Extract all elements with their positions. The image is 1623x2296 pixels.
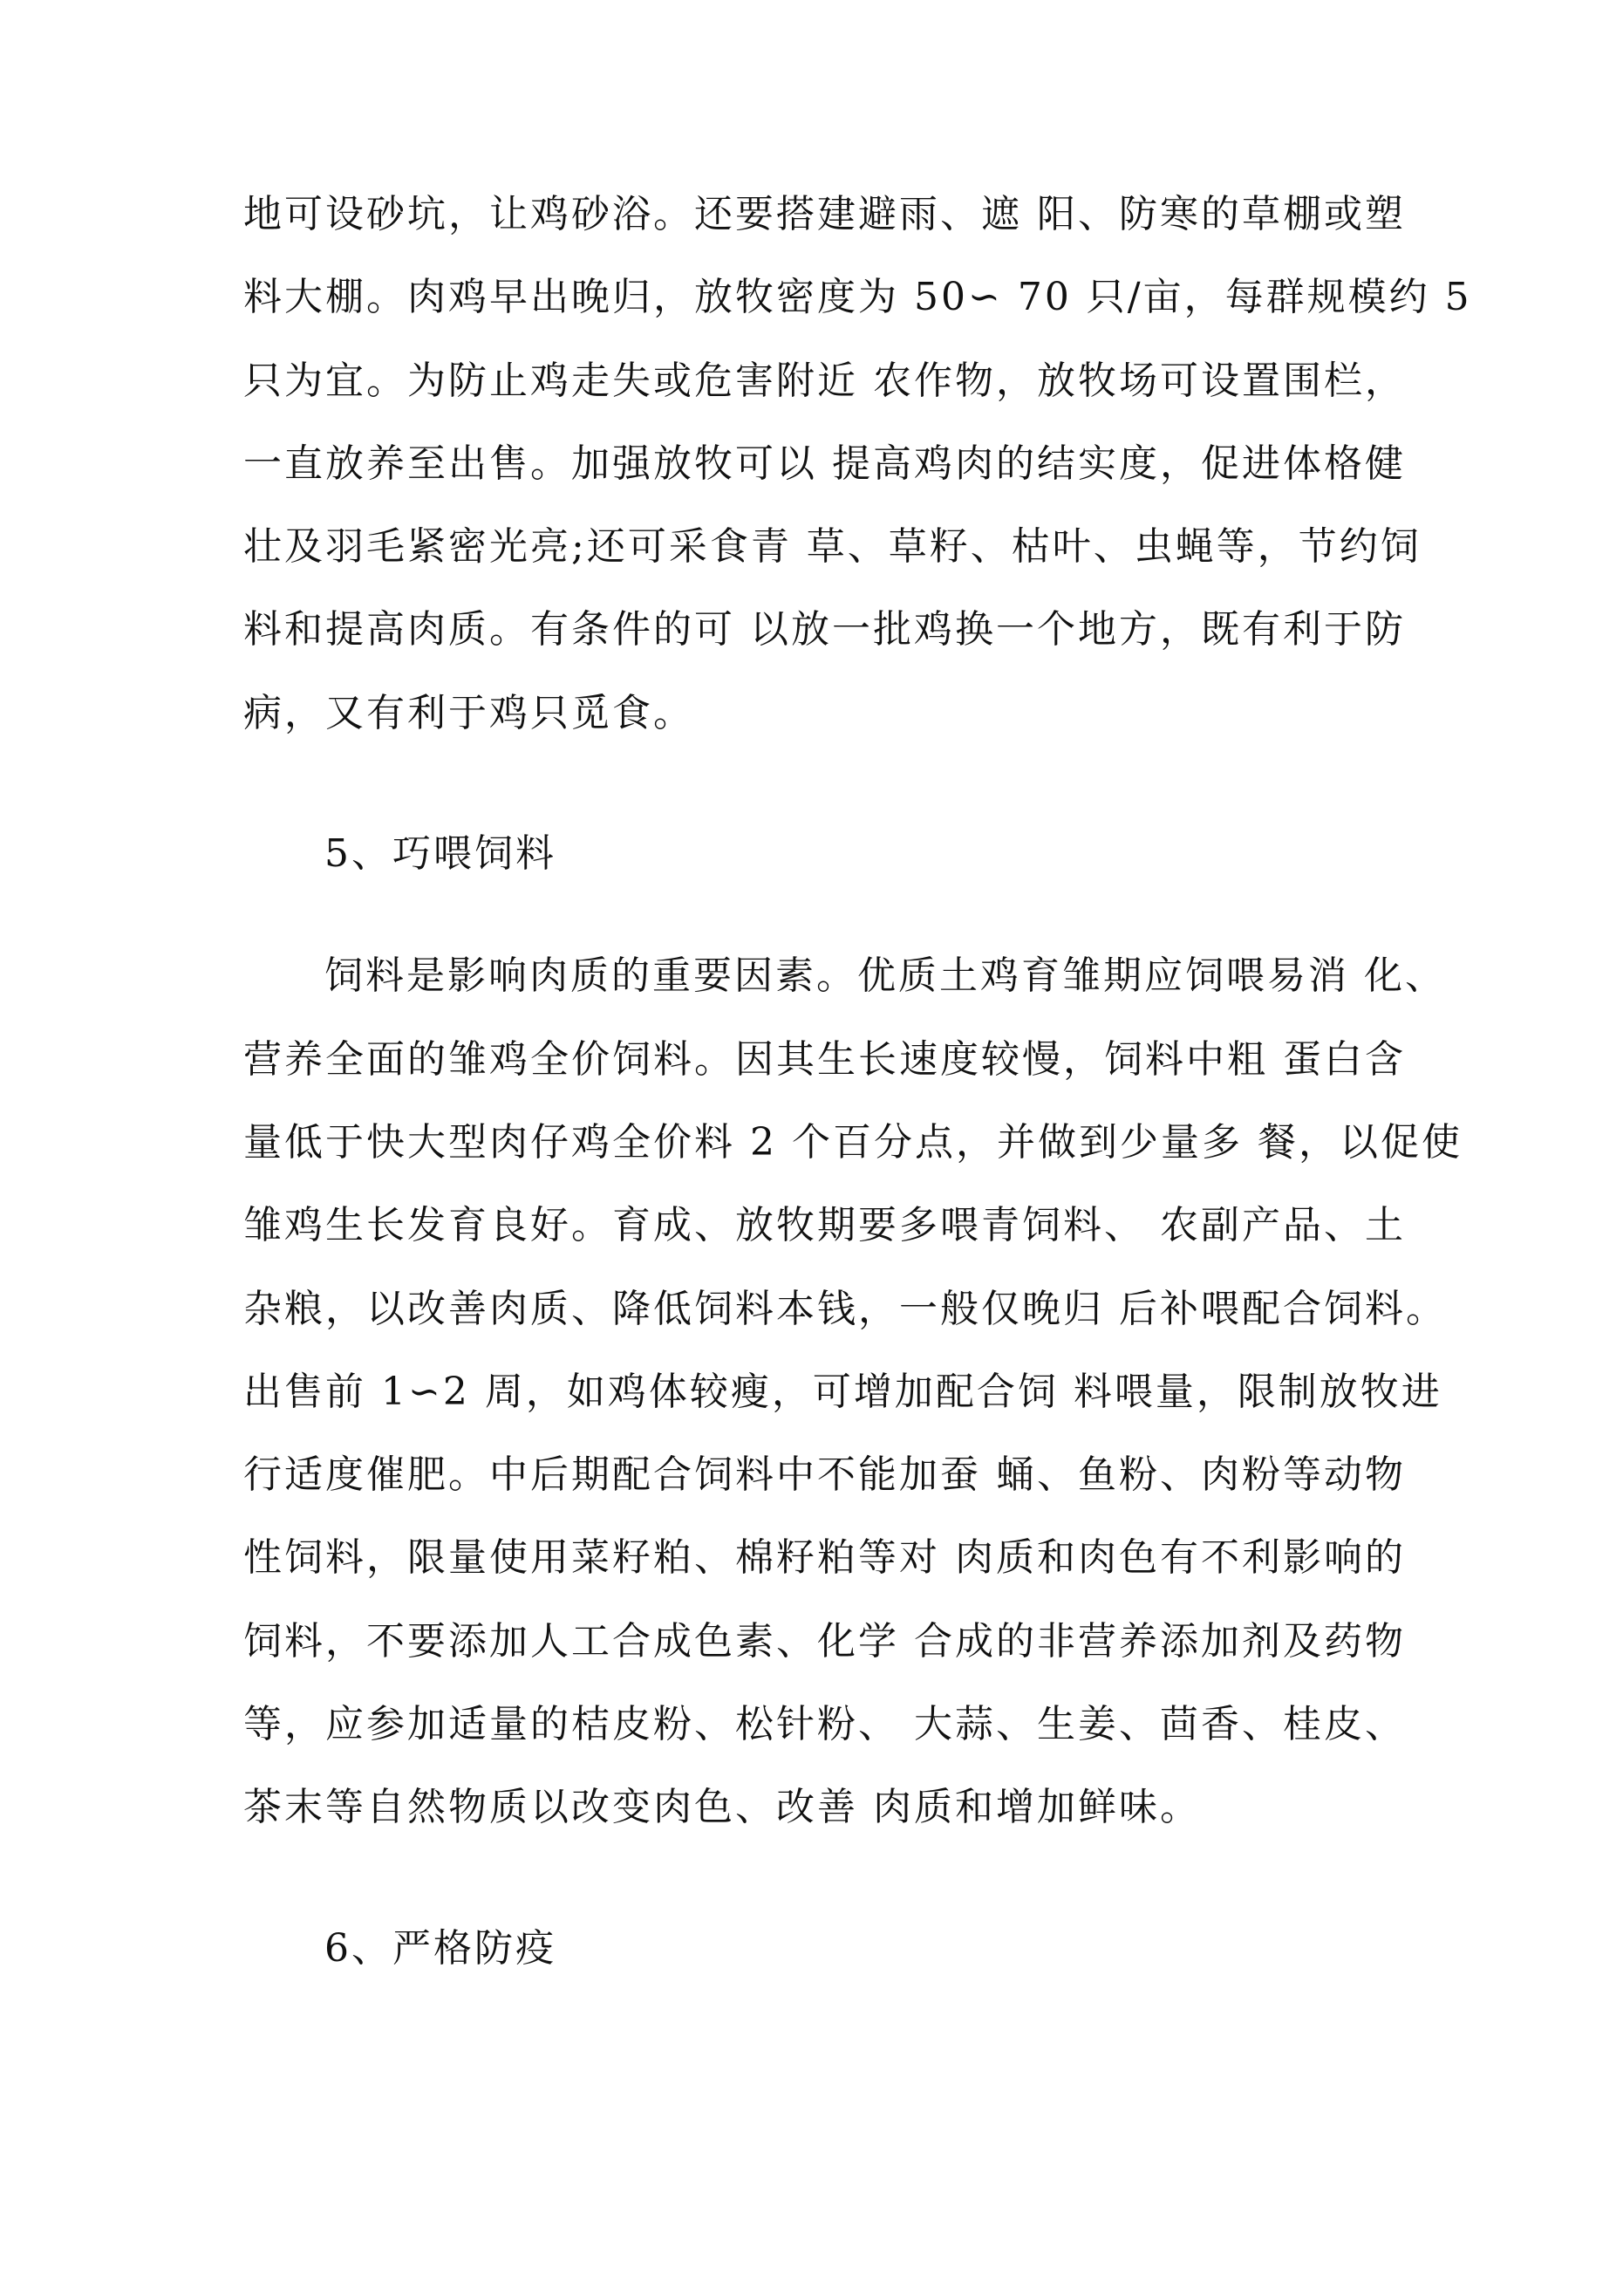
text-line: 雏鸡生长发育良好。育成、放牧期要多喂青饲料、 农副产品、土 (243, 1203, 1406, 1247)
text-line: 病，又有利于鸡只觅食。 (243, 691, 694, 735)
text-line: 出售前 1∽2 周，如鸡体较瘦，可增加配合饲 料喂量，限制放牧进 (243, 1370, 1442, 1414)
text-line: 只为宜。为防止鸡走失或危害附近 农作物，放牧场可设置围栏， (243, 359, 1406, 403)
text-line: 饲料，不要添加人工合成色素、化学 合成的非营养添加剂及药物 (243, 1619, 1406, 1664)
text-line: 料和提高肉质。有条件的可 以放一批鸡换一个地方，既有利于防 (243, 607, 1406, 652)
section-heading: 5、巧喂饲料 (324, 831, 556, 876)
text-line: 量低于快大型肉仔鸡全价料 2 个百分点，并做到少量多 餐，以促使 (243, 1120, 1463, 1165)
text-line: 一直放养至出售。加强放牧可以 提高鸡肉的结实度，促进体格健 (243, 441, 1406, 486)
text-line: 行适度催肥。中后期配合饲料中不能加蚕 蛹、鱼粉、肉粉等动物 (243, 1452, 1406, 1497)
text-line: 性饲料，限量使用菜籽粕、棉籽粕等对 肉质和肉色有不利影响的 (243, 1535, 1406, 1580)
text-line: 等，应参加适量的桔皮粉、松针粉、 大蒜、生姜、茴香、桂皮、 (243, 1702, 1406, 1746)
text-line: 饲料是影响肉质的重要因素。优质土鸡育雏期应饲喂易消 化、 (324, 953, 1446, 998)
text-line: 壮及羽毛紧密光亮;还可采食青 草、草籽、枯叶、虫蝇等，节约饲 (243, 524, 1422, 569)
text-line: 茶末等自然物质以改变肉色、改善 肉质和增加鲜味。 (243, 1785, 1201, 1829)
text-line: 地可设砂坑，让鸡砂浴。还要搭建避雨、遮 阳、防寒的草棚或塑 (243, 192, 1406, 236)
text-line: 营养全面的雏鸡全价饲料。因其生长速度较慢，饲料中粗 蛋白含 (243, 1037, 1406, 1082)
text-line: 料大棚。肉鸡早出晚归，放牧密度为 50∽ 70 只/亩，每群规模约 5 (243, 275, 1472, 319)
text-line: 杂粮，以改善肉质、降低饲料本钱，一般仅晚归 后补喂配合饲料。 (243, 1287, 1447, 1331)
section-heading: 6、严格防疫 (324, 1926, 556, 1971)
